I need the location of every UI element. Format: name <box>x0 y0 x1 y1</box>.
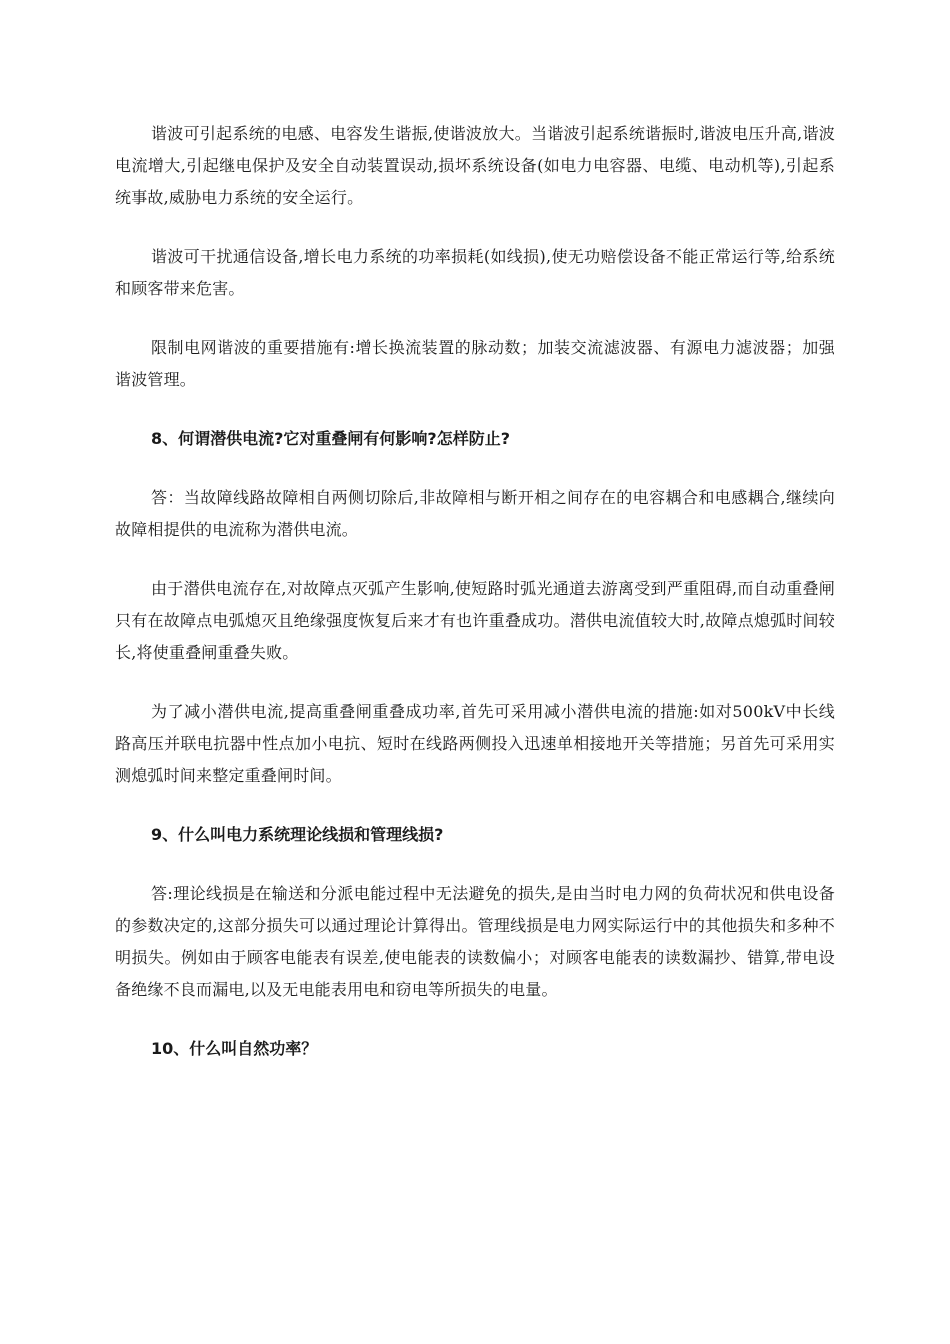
answer-paragraph-8c: 为了减小潜供电流,提高重叠闸重叠成功率,首先可采用减小潜供电流的措施:如对500kV中长线路高压并联电抗器中性点加小电抗、短时在线路两侧投入迅速单相接地开关等措施；另首先可采用实测熄弧时间来整定重叠闸时间。 <box>115 702 835 785</box>
answer-paragraph-8a: 答：当故障线路故障相自两侧切除后,非故障相与断开相之间存在的电容耦合和电感耦合,继续向故障相提供的电流称为潜供电流。 <box>115 488 835 539</box>
question-heading-8: 8、何谓潜供电流?它对重叠闸有何影响?怎样防止? <box>151 429 510 448</box>
answer-paragraph-9: 答:理论线损是在输送和分派电能过程中无法避免的损失,是由当时电力网的负荷状况和供电设备的参数决定的,这部分损失可以通过理论计算得出。管理线损是电力网实际运行中的其他损失和多种不明损失。例如由于顾客电能表有误差,使电能表的读数偏小；对顾客电能表的读数漏抄、错算,带电设备绝缘不良而漏电,以及无电能表用电和窃电等所损失的电量。 <box>115 884 835 999</box>
question-heading-9: 9、什么叫电力系统理论线损和管理线损? <box>151 825 444 844</box>
answer-paragraph-8b: 由于潜供电流存在,对故障点灭弧产生影响,使短路时弧光通道去游离受到严重阻碍,而自动重叠闸只有在故障点电弧熄灭且绝缘强度恢复后来才有也许重叠成功。潜供电流值较大时,故障点熄弧时间较长,将使重叠闸重叠失败。 <box>115 579 835 662</box>
paragraph-harmonic-limits: 限制电网谐波的重要措施有:增长换流装置的脉动数；加装交流滤波器、有源电力滤波器；加强谐波管理。 <box>115 338 835 389</box>
document-body <box>115 118 835 1092</box>
paragraph-harmonic-resonance: 谐波可引起系统的电感、电容发生谐振,使谐波放大。当谐波引起系统谐振时,谐波电压升高,谐波电流增大,引起继电保护及安全自动装置误动,损坏系统设备(如电力电容器、电缆、电动机等),引起系统事故,威胁电力系统的安全运行。 <box>115 124 835 207</box>
question-heading-10: 10、什么叫自然功率？ <box>151 1039 318 1058</box>
paragraph-harmonic-interference: 谐波可干扰通信设备,增长电力系统的功率损耗(如线损),使无功赔偿设备不能正常运行等,给系统和顾客带来危害。 <box>115 247 835 298</box>
